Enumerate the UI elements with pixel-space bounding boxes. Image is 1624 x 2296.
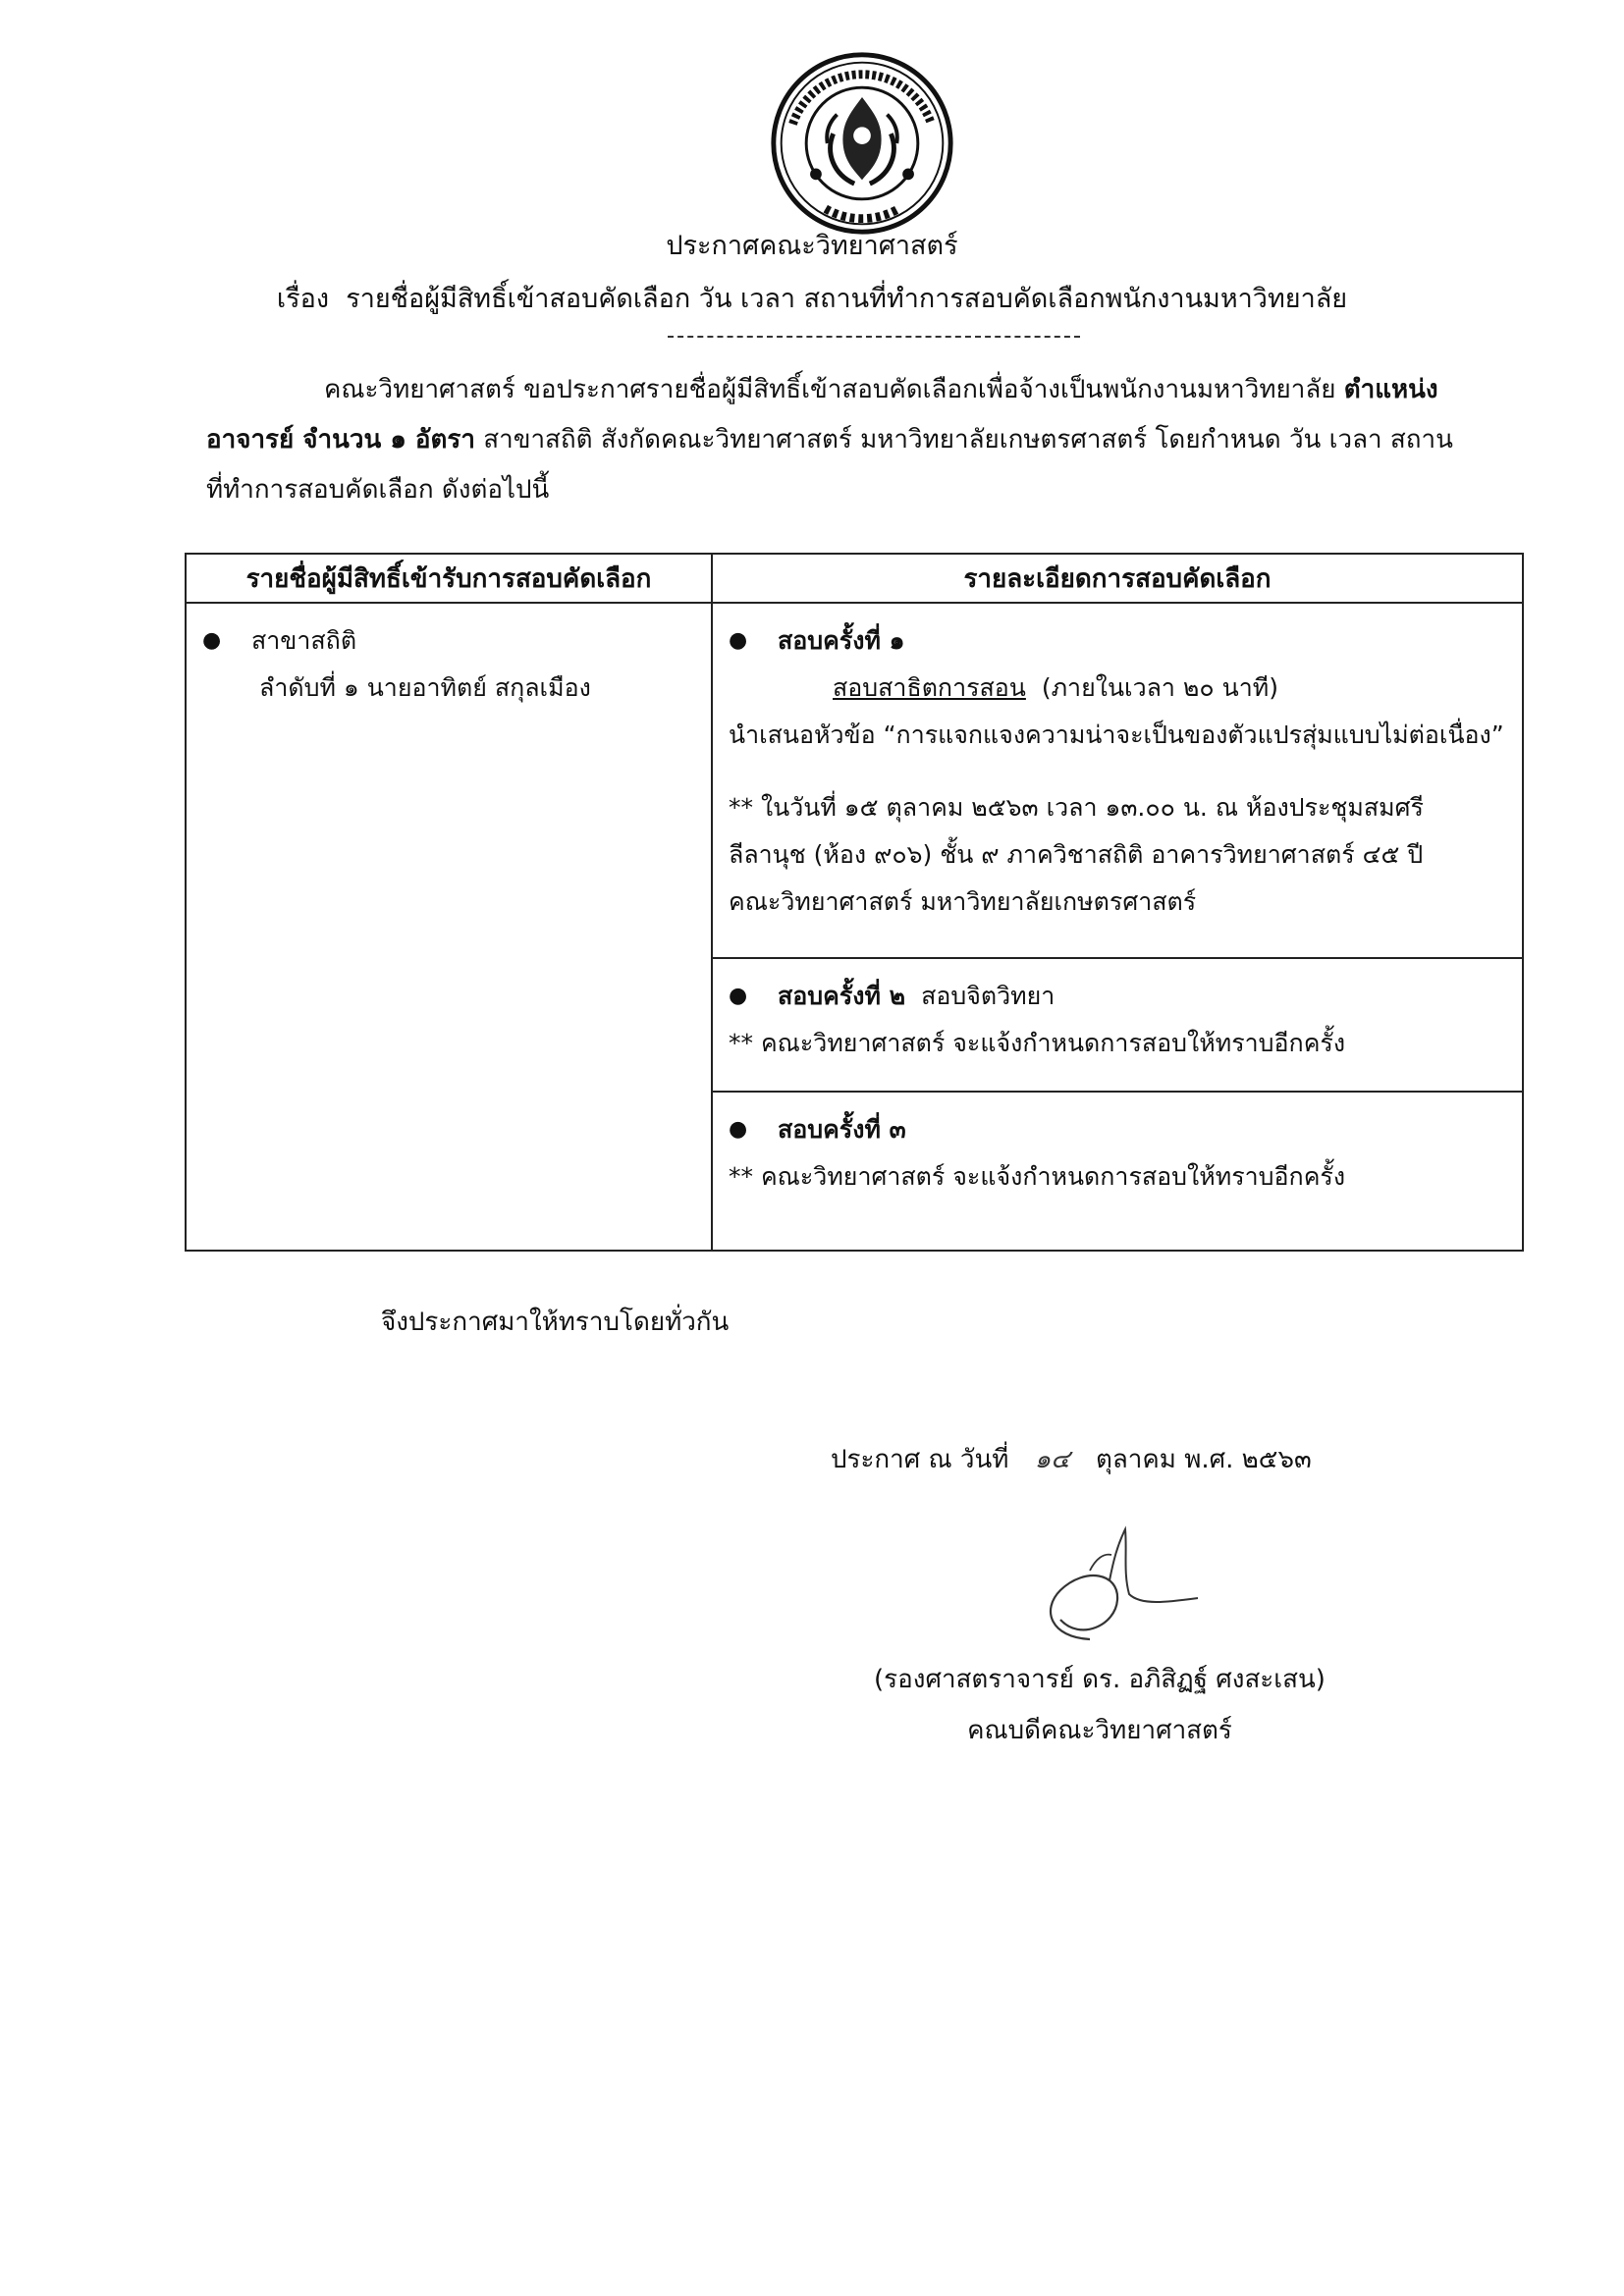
title-divider (668, 336, 1080, 338)
exam-2-cell (712, 958, 1523, 1092)
candidates-cell (186, 603, 712, 1251)
exam-3-note: ** คณะวิทยาศาสตร์ จะแจ้งกำหนดการสอบให้ทราบอีกครั้ง (729, 1162, 1346, 1191)
candidate-entry: ลำดับที่ ๑ นายอาทิตย์ สกุลเมือง (259, 673, 591, 702)
exam-3-title: สอบครั้งที่ ๓ (778, 1115, 906, 1144)
exam-2-subtitle: สอบจิตวิทยา (921, 982, 1056, 1010)
exam-1-cell (712, 603, 1523, 958)
table-header-row (186, 554, 1523, 603)
intro-part2: สาขาสถิติ สังกัดคณะวิทยาศาสตร์ มหาวิทยาลัยเกษตรศาสตร์ โดยกำหนด วัน เวลา สถานที่ทำการสอบคัดเลือก ดังต่อไปนี้ (206, 425, 1453, 505)
exam-1-schedule-line2: ลีลานุช (ห้อง ๙๐๖) ชั้น ๙ ภาควิชาสถิติ อาคารวิทยาศาสตร์ ๔๕ ปี (729, 840, 1424, 869)
signer-name: (รองศาสตราจารย์ ดร. อภิสิฏฐ์ ศงสะเสน) (874, 1665, 1326, 1694)
exam-1-topic: นำเสนอหัวข้อ “การแจกแจงความน่าจะเป็นของตัวแปรสุ่มแบบไม่ต่อเนื่อง” (729, 721, 1504, 749)
university-seal-logo (766, 47, 958, 240)
exam-2-title: สอบครั้งที่ ๒ (778, 982, 906, 1010)
announcement-subject (0, 277, 1624, 319)
signature-mark (1031, 1512, 1227, 1649)
exam-1-schedule-line3: คณะวิทยาศาสตร์ มหาวิทยาลัยเกษตรศาสตร์ (729, 887, 1197, 916)
signer-position: คณบดีคณะวิทยาศาสตร์ (967, 1716, 1232, 1745)
exam-1-method-note: (ภายในเวลา ๒๐ นาที) (1041, 673, 1278, 702)
announcement-title: ประกาศคณะวิทยาศาสตร์ (666, 231, 958, 261)
exam-schedule-table (185, 553, 1524, 1252)
date-suffix: ตุลาคม พ.ศ. ๒๕๖๓ (1095, 1445, 1312, 1474)
bullet-icon: ● (202, 628, 222, 653)
intro-position: ตำแหน่ง อาจารย์ จำนวน ๑ อัตรา (206, 375, 1438, 454)
date-day-handwritten: ๑๔ (1034, 1445, 1070, 1474)
exam-1-method: สอบสาธิตการสอน (833, 673, 1026, 702)
table-row (186, 603, 1523, 958)
header-candidates: รายชื่อผู้มีสิทธิ์เข้ารับการสอบคัดเลือก (186, 554, 712, 603)
announcement-date (831, 1439, 1312, 1479)
header-details: รายละเอียดการสอบคัดเลือก (712, 554, 1523, 603)
bullet-icon: ● (729, 628, 748, 653)
bullet-icon: ● (729, 1117, 748, 1142)
subject-text: รายชื่อผู้มีสิทธิ์เข้าสอบคัดเลือก วัน เวลา สถานที่ทำการสอบคัดเลือกพนักงานมหาวิทยาลัย (346, 284, 1348, 314)
closing-statement: จึงประกาศมาให้ทราบโดยทั่วกัน (381, 1308, 730, 1337)
subject-label: เรื่อง (276, 284, 330, 314)
intro-paragraph (206, 365, 1502, 515)
intro-part1: คณะวิทยาศาสตร์ ขอประกาศรายชื่อผู้มีสิทธิ์เข้าสอบคัดเลือกเพื่อจ้างเป็นพนักงานมหาวิทยาลัย (324, 375, 1336, 404)
candidate-branch: สาขาสถิติ (251, 626, 357, 655)
date-prefix: ประกาศ ณ วันที่ (831, 1445, 1009, 1474)
exam-1-schedule-line1: ** ในวันที่ ๑๕ ตุลาคม ๒๕๖๓ เวลา ๑๓.๐๐ น. ณ ห้องประชุมสมศรี (729, 793, 1424, 822)
exam-1-title: สอบครั้งที่ ๑ (778, 626, 905, 655)
exam-2-note: ** คณะวิทยาศาสตร์ จะแจ้งกำหนดการสอบให้ทราบอีกครั้ง (729, 1029, 1346, 1057)
exam-3-cell (712, 1092, 1523, 1251)
bullet-icon: ● (729, 984, 748, 1008)
